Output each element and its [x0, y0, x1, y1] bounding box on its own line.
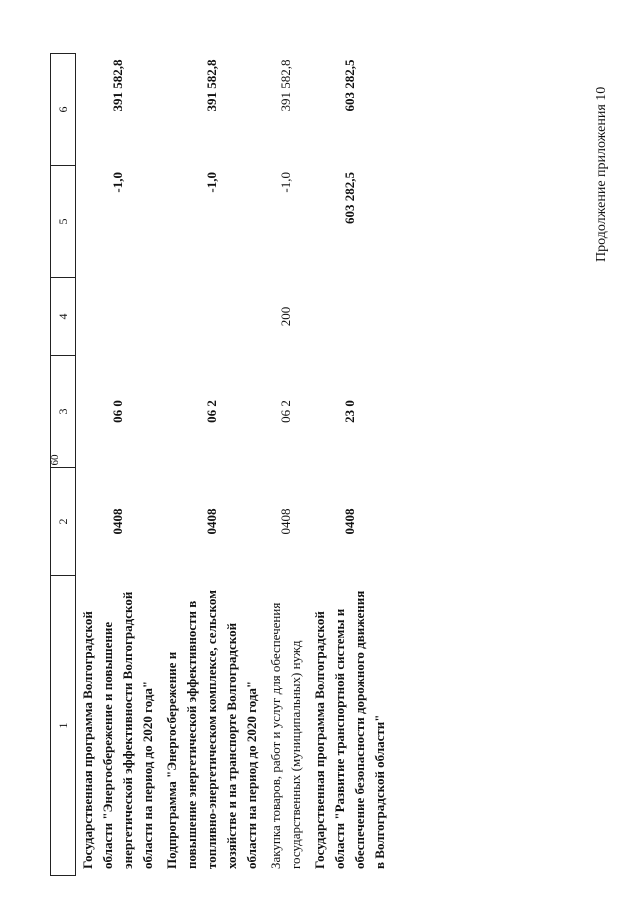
row-col-5: -1,0: [110, 172, 125, 193]
header-col-1: 1: [51, 576, 76, 876]
row-col-2: 0408: [278, 508, 293, 535]
continuation-label: Продолжение приложения 10: [594, 86, 609, 262]
header-col-5: 5: [51, 166, 76, 278]
header-col-4: 4: [51, 278, 76, 356]
budget-table: [50, 53, 392, 876]
table-row: [308, 54, 392, 876]
row-col-5: -1,0: [204, 172, 219, 193]
row-col-5: -1,0: [278, 172, 293, 193]
table-row: [76, 54, 161, 876]
header-col-2: 2: [51, 468, 76, 576]
row-name: Закупка товаров, работ и услуг для обеспечения государственных (муниципальных) нужд: [268, 602, 303, 869]
row-col-6: 391 582,8: [204, 59, 219, 112]
row-name: Государственная программа Волгоградской области "Развитие транспортной системы и обеспечение безопасности дорожного движения в Волгоградской области": [312, 590, 387, 869]
row-name: Подпрограмма "Энергосбережение и повышение энергетической эффективности в топливно-энергетическом комплексе, сельском хозяйстве и на транспорте Волгоградской области на период до 2020 года": [164, 590, 259, 869]
row-col-4: [76, 278, 161, 356]
table-row: [264, 54, 308, 876]
row-col-6: 391 582,8: [110, 59, 125, 112]
header-col-3: 3: [51, 356, 76, 468]
row-col-3: 06 2: [278, 400, 293, 423]
header-col-6: 6: [51, 54, 76, 166]
row-col-3: 23 0: [342, 400, 357, 423]
row-col-2: 0408: [204, 508, 219, 535]
page-number: 60: [49, 454, 61, 466]
row-col-4: [160, 278, 264, 356]
row-col-6: 391 582,8: [278, 59, 293, 112]
row-col-3: 06 2: [204, 400, 219, 423]
row-col-3: 06 0: [110, 400, 125, 423]
rotated-table-container: [50, 59, 610, 876]
row-name: Государственная программа Волгоградской области "Энергосбережение и повышение энергетической эффективности Волгоградской области на период до 2020 года": [80, 591, 155, 869]
row-col-5: 603 282,5: [342, 172, 357, 224]
row-col-2: 0408: [110, 508, 125, 535]
row-col-6: 603 282,5: [342, 59, 357, 112]
row-col-4: [308, 278, 392, 356]
row-col-4: 200: [278, 306, 293, 327]
table-row: [160, 54, 264, 876]
table-header-row: [51, 54, 76, 876]
row-col-2: 0408: [342, 508, 357, 535]
